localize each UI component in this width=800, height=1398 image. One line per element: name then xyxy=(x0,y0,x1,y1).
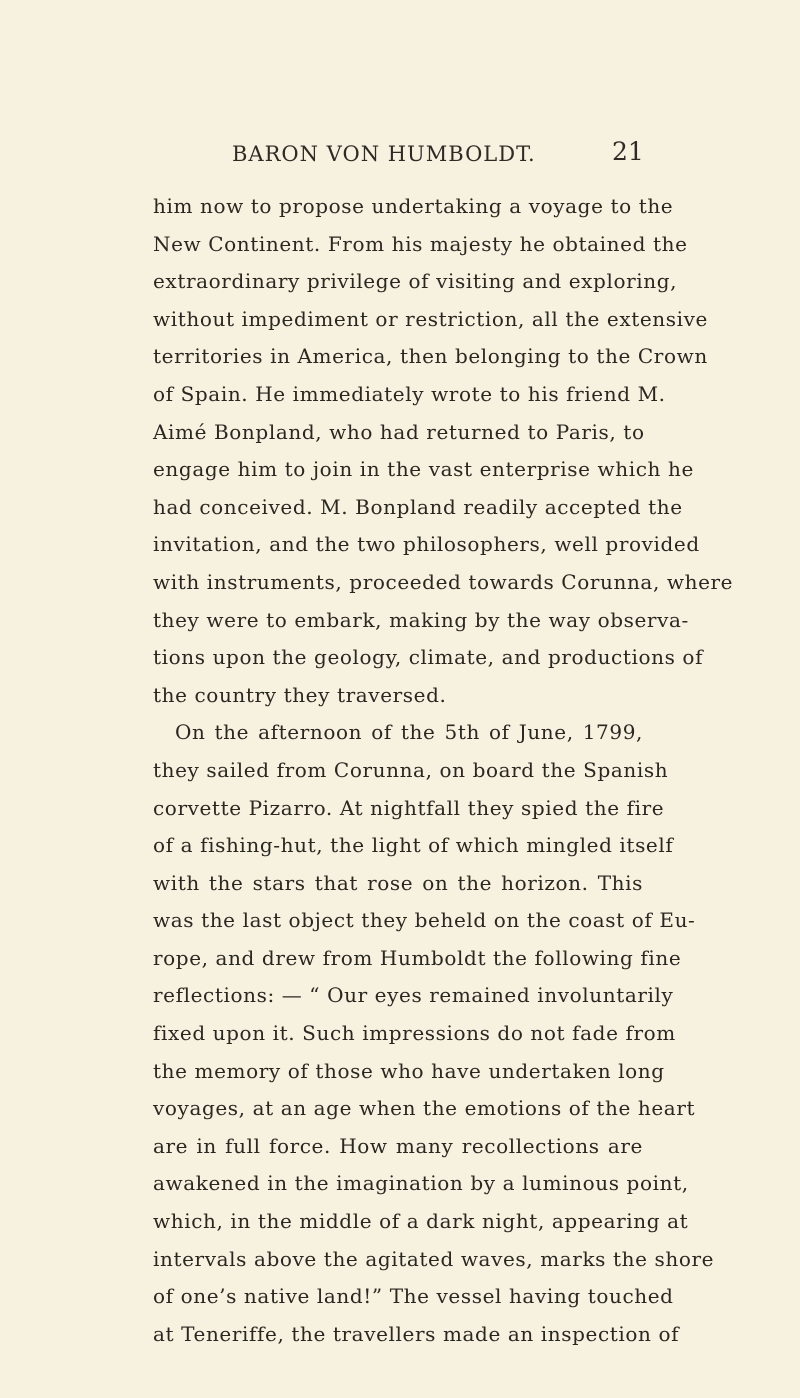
text-line: with instruments, proceeded towards Corunna, where xyxy=(153,569,734,594)
body-text xyxy=(153,188,734,1353)
text-line: voyages, at an age when the emotions of the heart xyxy=(153,1096,696,1121)
text-line: with the stars that rose on the horizon. This xyxy=(153,870,643,895)
text-line: tions upon the geology, climate, and productions of xyxy=(153,645,704,670)
text-line: fixed upon it. Such impressions do not fade from xyxy=(153,1021,676,1046)
text-line: invitation, and the two philosophers, well provided xyxy=(153,532,700,557)
text-line: On the afternoon of the 5th of June, 1799, xyxy=(175,720,643,745)
text-line: which, in the middle of a dark night, appearing at xyxy=(153,1209,689,1234)
text-line: New Continent. From his majesty he obtained the xyxy=(153,231,688,256)
text-line: of a fishing-hut, the light of which mingled itself xyxy=(153,833,674,858)
text-line: at Teneriffe, the travellers made an inspection of xyxy=(153,1321,680,1346)
text-line: intervals above the agitated waves, marks the shore xyxy=(153,1246,715,1271)
text-line: are in full force. How many recollections are xyxy=(153,1133,643,1158)
text-line: was the last object they beheld on the coast of Eu- xyxy=(153,908,696,933)
text-line: of Spain. He immediately wrote to his friend M. xyxy=(153,381,666,406)
page-number: 21 xyxy=(612,137,644,166)
text-line: reflections: — “ Our eyes remained involuntarily xyxy=(153,983,674,1008)
text-line: had conceived. M. Bonpland readily accepted the xyxy=(153,494,683,519)
text-line: they sailed from Corunna, on board the Spanish xyxy=(153,757,669,782)
text-line: territories in America, then belonging to the Crown xyxy=(153,344,708,369)
text-line: Aimé Bonpland, who had returned to Paris, to xyxy=(153,419,645,444)
text-line: awakened in the imagination by a luminous point, xyxy=(153,1171,689,1196)
text-line: rope, and drew from Humboldt the following fine xyxy=(153,945,682,970)
text-line: the memory of those who have undertaken long xyxy=(153,1058,665,1083)
text-line: they were to embark, making by the way observa- xyxy=(153,607,689,632)
text-line: the country they traversed. xyxy=(153,682,447,707)
text-line: extraordinary privilege of visiting and exploring, xyxy=(153,269,678,294)
text-line: him now to propose undertaking a voyage to the xyxy=(153,194,674,218)
running-title: BARON VON HUMBOLDT. xyxy=(232,142,536,166)
text-line: without impediment or restriction, all the extensive xyxy=(153,306,708,331)
text-line: of one’s native land!” The vessel having touched xyxy=(153,1284,674,1309)
text-line: engage him to join in the vast enterprise which he xyxy=(153,457,694,482)
text-line: corvette Pizarro. At nightfall they spied the fire xyxy=(153,795,665,820)
